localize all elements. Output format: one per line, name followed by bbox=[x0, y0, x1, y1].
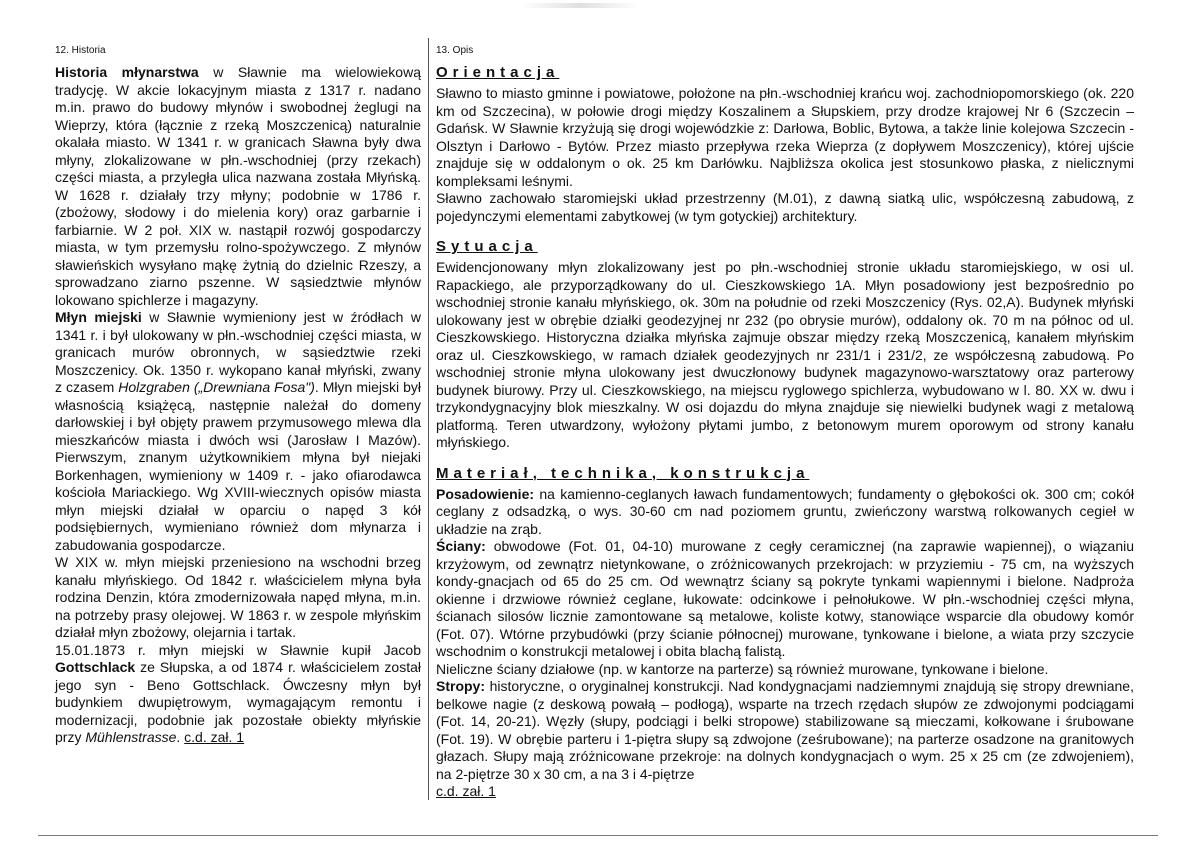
text-run: Nieliczne ściany działowe (np. w kantorze na parterze) są również murowane, tynkowane i bielone. bbox=[436, 660, 1049, 677]
description-column bbox=[436, 44, 1134, 801]
bottom-rule bbox=[38, 835, 1158, 836]
paragraph bbox=[55, 309, 421, 554]
section-heading: Orientacja bbox=[436, 64, 560, 81]
paragraph bbox=[55, 642, 421, 747]
paragraph bbox=[55, 64, 421, 309]
text-run: Ewidencjonowany młyn zlokalizowany jest po płn.-wschodniej stronie układu staromiejskiego, w osi ul. Rapackiego, ale przyporządkowany do ul. Cieszkowskiego 1A. Młyn posadowiony jest bezpośrednio po wschodniej stronie kanału młyńskiego, ok. 30m na południe od rzeki Moszczenicy (Rys. 02,A). Budynek młyński ulokowany jest w obrębie działki geodezyjnej nr 232 (po obrysie murów), oddalony ok. 70 m na północ od ul. Cieszkowskiego. Historyczna działka młyńska zajmuje obszar między rzeką Moszczenicą, kanałem młyńskim oraz ul. Cieszkowskiego, w ramach działek geodezyjnych nr 231/1 i 231/2, ze współczesną zabudową. Po wschodniej stronie młyna ulokowany jest dwuczłonowy budynek magazynowo-warsztatowy oraz parterowy budynek biurowy. Przy ul. Cieszkowskiego, na miejscu ryglowego spichlerza, wybudowano w l. 80. XX w. dwu i trzykondygnacyjny blok mieszkalny. W osi dojazdu do młyna znajduje się niewielki budynek wagi z metalową platformą. Teren utwardzony, wyłożony płytami jumbo, z betonowym murem oporowym od strony kanału młyńskiego. bbox=[436, 259, 1134, 450]
text-run: na kamienno-ceglanych ławach fundamentowych; fundamenty o głębokości ok. 300 cm; cokół ceglany z odsadzką, o wys. 30-60 cm nad poziomem gruntu, zwieńczony warstwą rolkowanych cegieł w układzie na zrąb. bbox=[436, 485, 1134, 537]
section-gap bbox=[436, 225, 1134, 234]
text-run: Sławno to miasto gminne i powiatowe, położone na płn.-wschodniej krańcu woj. zachodniopomorskiego (ok. 220 km od Szczecina), w połowie drogi między Koszalinem a Słupskiem, przy drodze krajowej Nr 6 (Szczecin – Gdańsk. W Sławnie krzyżują się drogi wojewódzkie z: Darłowa, Boblic, Bytowa, a także linie kolejowa Szczecin - Olsztyn i Darłowo - Bytów. Przez miasto przepływa rzeka Wieprza (z dopływem Moszczenicy), której ujście znajduje się w oddalonym o ok. 25 km Darłówku. Najbliższa okolica jest stosunkowo płaska, z nielicznymi kompleksami leśnymi. bbox=[436, 85, 1134, 189]
paragraph bbox=[436, 85, 1134, 190]
continuation-link[interactable]: c.d. zał. 1 bbox=[184, 729, 245, 745]
paragraph bbox=[436, 538, 1134, 661]
italic-run: Mühlenstrasse bbox=[85, 729, 177, 745]
bold-run: Stropy: bbox=[436, 678, 485, 694]
text-run: obwodowe (Fot. 01, 04-10) murowane z cegły ceramicznej (na zaprawie wapiennej), o wiązaniu krzyżowym, od zewnątrz nietynkowane, o zróżnicowanych przekrojach: w przyziemiu - 75 cm, na wyższych kondy-gnacjach od 65 do 25 cm. Od wewnątrz ściany są pokryte tynkami wapiennymi i bielone. Nadproża okienne i drzwiowe również ceglane, łukowate: odcinkowe i pełnołukowe. W płn.-wschodniej części młyna, ścianach silosów licznie zamontowane są metalowe, koliste kotwy, stanowiące wsparcie dla obudowy komór (Fot. 07). Wtórne przybudówki (przy ścianie północnej) murowane, tynkowane i bielone, a wiata przy szczycie wschodnim o konstrukcji metalowej i obita blachą falistą. bbox=[436, 538, 1134, 659]
text-run: w Sławnie ma wielowiekową tradycję. W akcie lokacyjnym miasta z 1317 r. nadano m.in. prawo do budowy młynów i swobodnej żeglugi na Wieprzy, która (łącznie z rzeką Moszczenicą) naturalnie okalała miasto. W 1341 r. w granicach Sławna były dwa młyny, zlokalizowane w płn.-wschodniej (przy rzekach) części miasta, a przyległa ulica nazwana została Młyńską. W 1628 r. działały trzy młyny; podobnie w 1786 r. (zbożowy, słodowy i do mielenia kory) oraz garbarnie i farbiarnie. W 2 poł. XIX w. nastąpił rozwój gospodarczy miasta, w tym przemysłu rolno-spożywczego. Z młynów sławieńskich wysyłano mąkę żytnią do dzielnic Rzeszy, a sprowadzano ziarno pszenne. W sąsiedztwie młynów lokowano spichlerze i magazyny. bbox=[55, 64, 421, 308]
bold-run: Młyn miejski bbox=[55, 309, 142, 325]
history-section-label: 12. Historia bbox=[55, 45, 106, 56]
text-run: 15.01.1873 r. młyn miejski w Sławnie kupił Jacob bbox=[55, 641, 421, 658]
section-gap bbox=[436, 452, 1134, 461]
bold-run: Posadowienie: bbox=[436, 485, 535, 502]
continuation-link[interactable]: c.d. zał. 1 bbox=[436, 783, 496, 799]
paragraph bbox=[436, 661, 1134, 679]
bold-run: Ściany: bbox=[436, 538, 486, 554]
text-run: ze Słupska, a od 1874 r. właścicielem został jego syn - Beno Gottschlack. Ówczesny młyn był budynkiem dwupiętrowym, wymagającym remontu i modernizacji, podobnie jak pozostałe obiekty młyńskie przy bbox=[55, 659, 421, 745]
paragraph bbox=[436, 486, 1134, 539]
bold-run: Historia młynarstwa bbox=[55, 64, 199, 80]
description-text bbox=[436, 64, 1134, 801]
paragraph bbox=[436, 190, 1134, 225]
paragraph bbox=[436, 678, 1134, 783]
text-run: W XIX w. młyn miejski przeniesiono na wschodni brzeg kanału młyńskiego. Od 1842 r. właścicielem młyna była rodzina Denzin, która zmodernizowała napęd młyna, m.in. na potrzeby prasy olejowej. W 1863 r. w zespole młyńskim działał młyn zbożowy, olejarnia i tartak. bbox=[55, 554, 421, 640]
text-run: w Sławnie wymieniony jest w źródłach w 1341 r. i był ulokowany w płn.-wschodniej części miasta, w granicach murów obronnych, w sąsiedztwie rzeki Moszczenicy. Ok. 1350 r. wykopano kanał młyński, zwany z czasem bbox=[55, 309, 421, 395]
history-text bbox=[55, 64, 421, 747]
paragraph bbox=[55, 554, 421, 642]
text-run: . bbox=[176, 729, 185, 745]
italic-run: Holzgraben („Drewniana Fosa") bbox=[118, 379, 315, 395]
section-heading: Sytuacja bbox=[436, 238, 538, 255]
paragraph bbox=[436, 259, 1134, 452]
description-section-label: 13. Opis bbox=[436, 45, 474, 56]
history-column bbox=[55, 44, 421, 747]
bold-run: Gottschlack bbox=[55, 659, 136, 675]
scan-artifact bbox=[520, 3, 640, 8]
text-run: Sławno zachowało staromiejski układ przestrzenny (M.01), z dawną siatką ulic, współczesną zabudową, z pojedynczymi elementami zabytkowej (w tym gotyckiej) architektury. bbox=[436, 190, 1134, 224]
section-heading: Materiał, technika, konstrukcja bbox=[436, 464, 810, 482]
column-divider bbox=[428, 38, 429, 800]
text-run: . Młyn miejski był własnością książęcą, następnie należał do domeny darłowskiej i był objęty prawem przymusowego mlewa dla mieszkańców miasta i dwóch wsi (Jarosław I Mazów). Pierwszym, znanym użytkownikiem młyna był niejaki Borkenhagen, wymieniony w 1409 r. - jako ofiarodawca kościoła Mariackiego. Wg XVIII-wiecznych opisów miasta młyn miejski działał w oparciu o napęd 3 kół podsiębiernych, wymieniano również dom młynarza i zabudowania gospodarcze. bbox=[55, 379, 422, 553]
text-run: historyczne, o oryginalnej konstrukcji. Nad kondygnacjami nadziemnymi znajdują się stropy drewniane, belkowe nagie (z deskową powałą – podłogą), wsparte na trzech rzędach słupów ze zdwojonymi podciągami (Fot. 14, 20-21). Węzły (słupy, podciągi i belki stropowe) stabilizowane są mieczami, kołkowane i śrubowane (Fot. 19). W obrębie parteru i 1-piętra słupy są zdwojone (ześrubowane); na parterze osadzone na granitowych głazach. Słupy mają zróżnicowane przekroje: na dolnych kondygnacjach o wym. 25 x 25 cm (ze zdwojeniem), na 2-piętrze 30 x 30 cm, a na 3 i 4-piętrze bbox=[436, 678, 1134, 782]
paragraph bbox=[436, 783, 1134, 801]
